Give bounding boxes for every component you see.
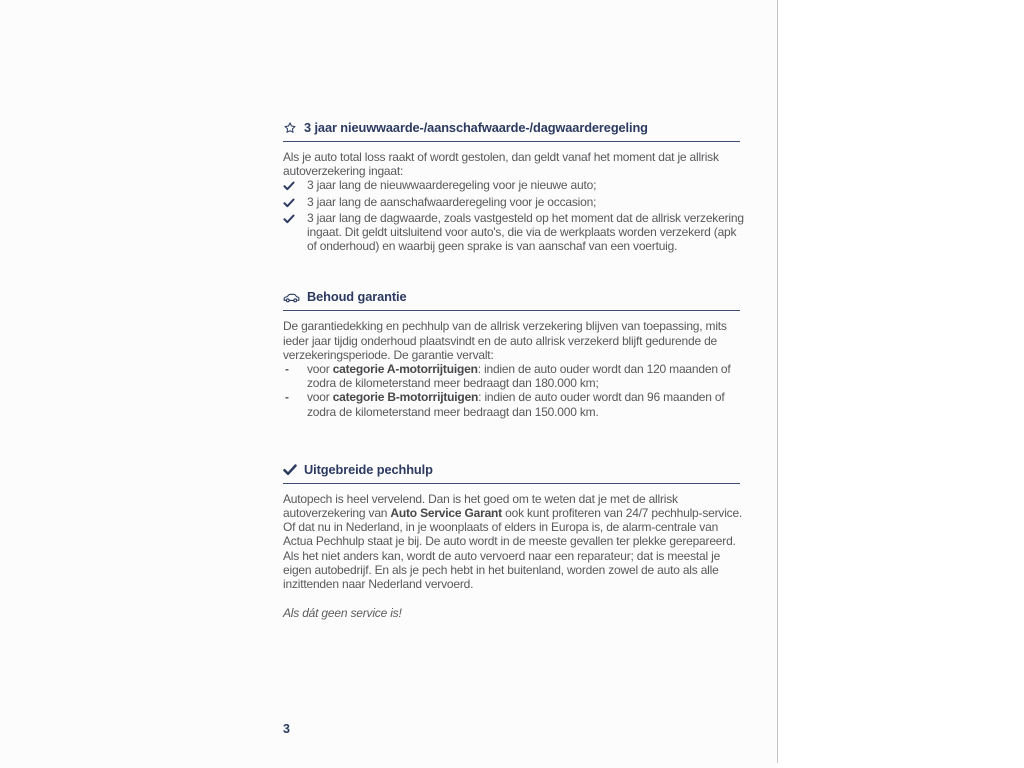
section-body xyxy=(283,492,745,591)
dash-bullet: - xyxy=(285,362,289,377)
dash-bullet: - xyxy=(285,390,289,405)
list-item xyxy=(283,195,745,211)
bullet-text-suffix: : indien de auto ouder wordt dan 120 maanden of zodra de kilometerstand meer bedraagt dan 180.000 km; xyxy=(307,362,731,391)
page-edge-divider xyxy=(777,0,778,763)
bullet-text: 3 jaar lang de nieuwwaarderegeling voor je nieuwe auto; xyxy=(307,178,597,193)
check-icon xyxy=(283,464,297,476)
list-item xyxy=(283,211,745,254)
section-intro: Als je auto total loss raakt of wordt gestolen, dan geldt vanaf het moment dat je allrisk autoverzekering ingaat: xyxy=(283,150,719,179)
list-item xyxy=(283,362,745,390)
bullet-text-suffix: : indien de auto ouder wordt dan 96 maanden of zodra de kilometerstand meer bedraagt dan 150.000 km. xyxy=(307,390,725,419)
section-title: Behoud garantie xyxy=(307,289,407,305)
body-prefix: Autopech is heel vervelend. Dan is het goed om te weten dat je met de allrisk autoverzekering van xyxy=(283,491,678,521)
section-title: 3 jaar nieuwwaarde-/aanschafwaarde-/dagwaarderegeling xyxy=(304,120,648,135)
page-number: 3 xyxy=(283,722,290,736)
body-suffix: ook kunt profiteren van 24/7 pechhulp-service. Of dat nu in Nederland, in je woonplaats of elders in Europa is, de alarm-centrale van Actua Pechhulp staat je bij. De auto wordt in de meeste gevallen ter plekke gerepareerd. Als het niet anders kan, wordt de auto vervoerd naar een reparateur; dat is meestal je eigen autobedrijf. En als je pech hebt in het buitenland, worden zowel de auto als alle inzittenden naar Nederland vervoerd. xyxy=(283,506,743,592)
heading-rule xyxy=(283,483,740,484)
heading-rule xyxy=(283,141,740,142)
bullet-text-bold: categorie B-motorrijtuigen xyxy=(332,390,479,405)
body-bold: Auto Service Garant xyxy=(390,506,502,521)
section-behoud-garantie xyxy=(283,290,745,418)
check-bullet-icon xyxy=(283,211,307,227)
footnote: Als dát geen service is! xyxy=(283,606,402,621)
bullet-text xyxy=(307,390,745,418)
check-bullet-icon xyxy=(283,178,307,194)
section-uitgebreide-pechhulp xyxy=(283,463,745,621)
bullet-text-prefix: voor xyxy=(307,362,333,377)
section-dagwaarderegeling xyxy=(283,121,745,253)
list-item xyxy=(283,178,745,194)
section-heading xyxy=(283,121,745,135)
check-bullet-icon xyxy=(283,195,307,211)
section-title: Uitgebreide pechhulp xyxy=(304,461,433,477)
bullet-text-prefix: voor xyxy=(307,390,333,405)
bullet-text: 3 jaar lang de dagwaarde, zoals vastgesteld op het moment dat de allrisk verzekering ingaat. Dit geldt uitsluitend voor auto's, die via de werkplaats worden verzekerd (apk of onderhoud) en waarbij geen sprake is van aanschaf van een voertuig. xyxy=(307,210,744,254)
section-heading xyxy=(283,290,745,304)
bullet-text: 3 jaar lang de aanschafwaarderegeling voor je occasion; xyxy=(307,194,597,209)
section-intro: De garantiedekking en pechhulp van de allrisk verzekering blijven van toepassing, mits ieder jaar tijdig onderhoud plaatsvindt en de auto allrisk verzekerd blijft gedurende de verzekeringsperiode. De garantie vervalt: xyxy=(283,319,727,362)
section-heading xyxy=(283,463,745,477)
bullet-text xyxy=(307,362,745,390)
star-icon xyxy=(283,121,297,135)
car-icon xyxy=(283,291,300,304)
list-item xyxy=(283,390,745,418)
bullet-text-bold: categorie A-motorrijtuigen xyxy=(332,362,478,377)
heading-rule xyxy=(283,310,740,311)
page-content xyxy=(283,121,745,620)
